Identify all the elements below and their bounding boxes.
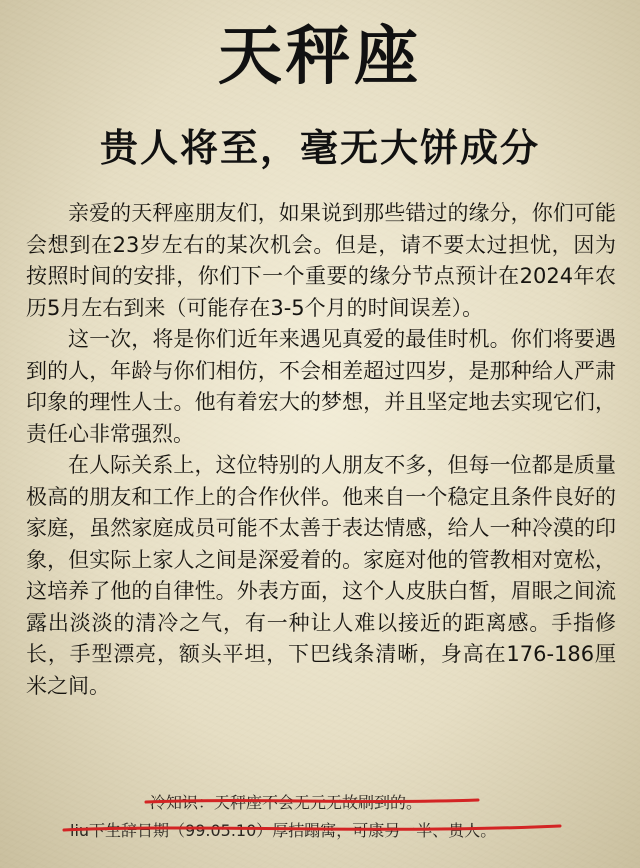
paragraph-2: 这一次，将是你们近年来遇见真爱的最佳时机。你们将要遇到的人，年龄与你们相仿，不会相差超过四岁，是那种给人严肃印象的理性人士。他有着宏大的梦想，并且坚定地去实现它们，责任心非常强烈。 (26, 327, 616, 446)
paragraph-1: 亲爱的天秤座朋友们，如果说到那些错过的缘分，你们可能会想到在23岁左右的某次机会。但是，请不要太过担忧，因为按照时间的安排，你们下一个重要的缘分节点预计在2024年农历5月左右到来（可能存在3-5个月的时间误差）。 (26, 201, 616, 320)
poster-subtitle: 贵人将至，毫无大饼成分 (99, 126, 540, 170)
body-text (26, 198, 616, 702)
footer-note-1: 冷知识：天秤座不会无元无故刷到的。 (150, 793, 423, 812)
paragraph-3: 在人际关系上，这位特别的人朋友不多，但每一位都是质量极高的朋友和工作上的合作伙伴。他来自一个稳定且条件良好的家庭，虽然家庭成员可能不太善于表达情感，给人一种冷漠的印象，但实际上家人之间是深爱着的。家庭对他的管教相对宽松，这培养了他的自律性。外表方面，这个人皮肤白皙，眉眼之间流露出淡淡的清冷之气，有一种让人难以接近的距离感。手指修长，手型漂亮，额头平坦，下巴线条清晰，身高在176-186厘米之间。 (26, 453, 616, 698)
poster-title: 天秤座 (218, 20, 422, 94)
footer-note-2: liu下生辞日期（99.05.10）厚拮蹋寓，可康另一半、贵人。 (70, 821, 497, 840)
